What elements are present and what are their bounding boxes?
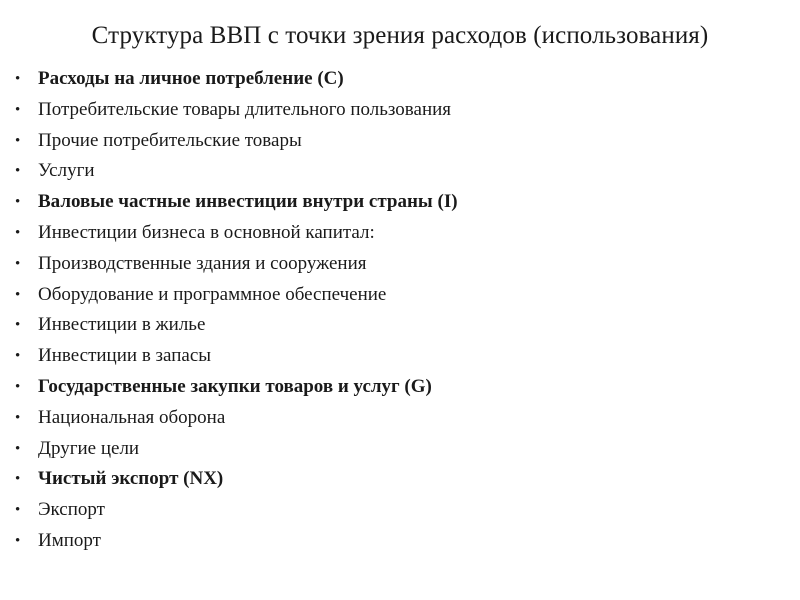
- bullet-icon: •: [15, 471, 21, 488]
- list-item-text: Потребительские товары длительного пользования: [38, 98, 452, 120]
- bullet-icon: •: [15, 317, 21, 334]
- list-item-text: Другие цели: [38, 437, 140, 459]
- slide-title: Структура ВВП с точки зрения расходов (использования): [91, 22, 709, 49]
- bullet-icon: •: [15, 101, 21, 118]
- bullet-icon: •: [15, 286, 21, 303]
- list-item-text: Экспорт: [38, 499, 105, 521]
- bullet-icon: •: [15, 348, 21, 365]
- list-item-text: Валовые частные инвестиции внутри страны (I): [38, 191, 458, 213]
- bullet-icon: •: [15, 255, 21, 272]
- bullet-icon: •: [15, 163, 21, 180]
- list-item-text: Импорт: [38, 529, 101, 551]
- bullet-icon: •: [15, 440, 21, 457]
- list-item-text: Производственные здания и сооружения: [38, 252, 367, 274]
- list-item-text: Государственные закупки товаров и услуг (G): [38, 375, 432, 397]
- bullet-icon: •: [15, 409, 21, 426]
- bullet-icon: •: [15, 71, 21, 87]
- list-item-text: Расходы на личное потребление (C): [38, 68, 344, 89]
- list-item-text: Прочие потребительские товары: [38, 129, 302, 151]
- bullet-icon: •: [15, 224, 21, 241]
- bullet-icon: •: [15, 194, 21, 211]
- bullet-icon: •: [15, 532, 21, 549]
- list-item-text: Инвестиции бизнеса в основной капитал:: [38, 221, 375, 243]
- bullet-icon: •: [15, 132, 21, 149]
- list-item-text: Инвестиции в жилье: [38, 314, 206, 336]
- bullet-icon: •: [15, 502, 21, 519]
- list-item-text: Национальная оборона: [38, 406, 226, 428]
- list-item-text: Чистый экспорт (NX): [38, 468, 224, 490]
- list-item-text: Оборудование и программное обеспечение: [38, 283, 387, 305]
- list-item-text: Услуги: [38, 160, 95, 182]
- list-item-text: Инвестиции в запасы: [38, 345, 212, 367]
- bullet-icon: •: [15, 378, 21, 395]
